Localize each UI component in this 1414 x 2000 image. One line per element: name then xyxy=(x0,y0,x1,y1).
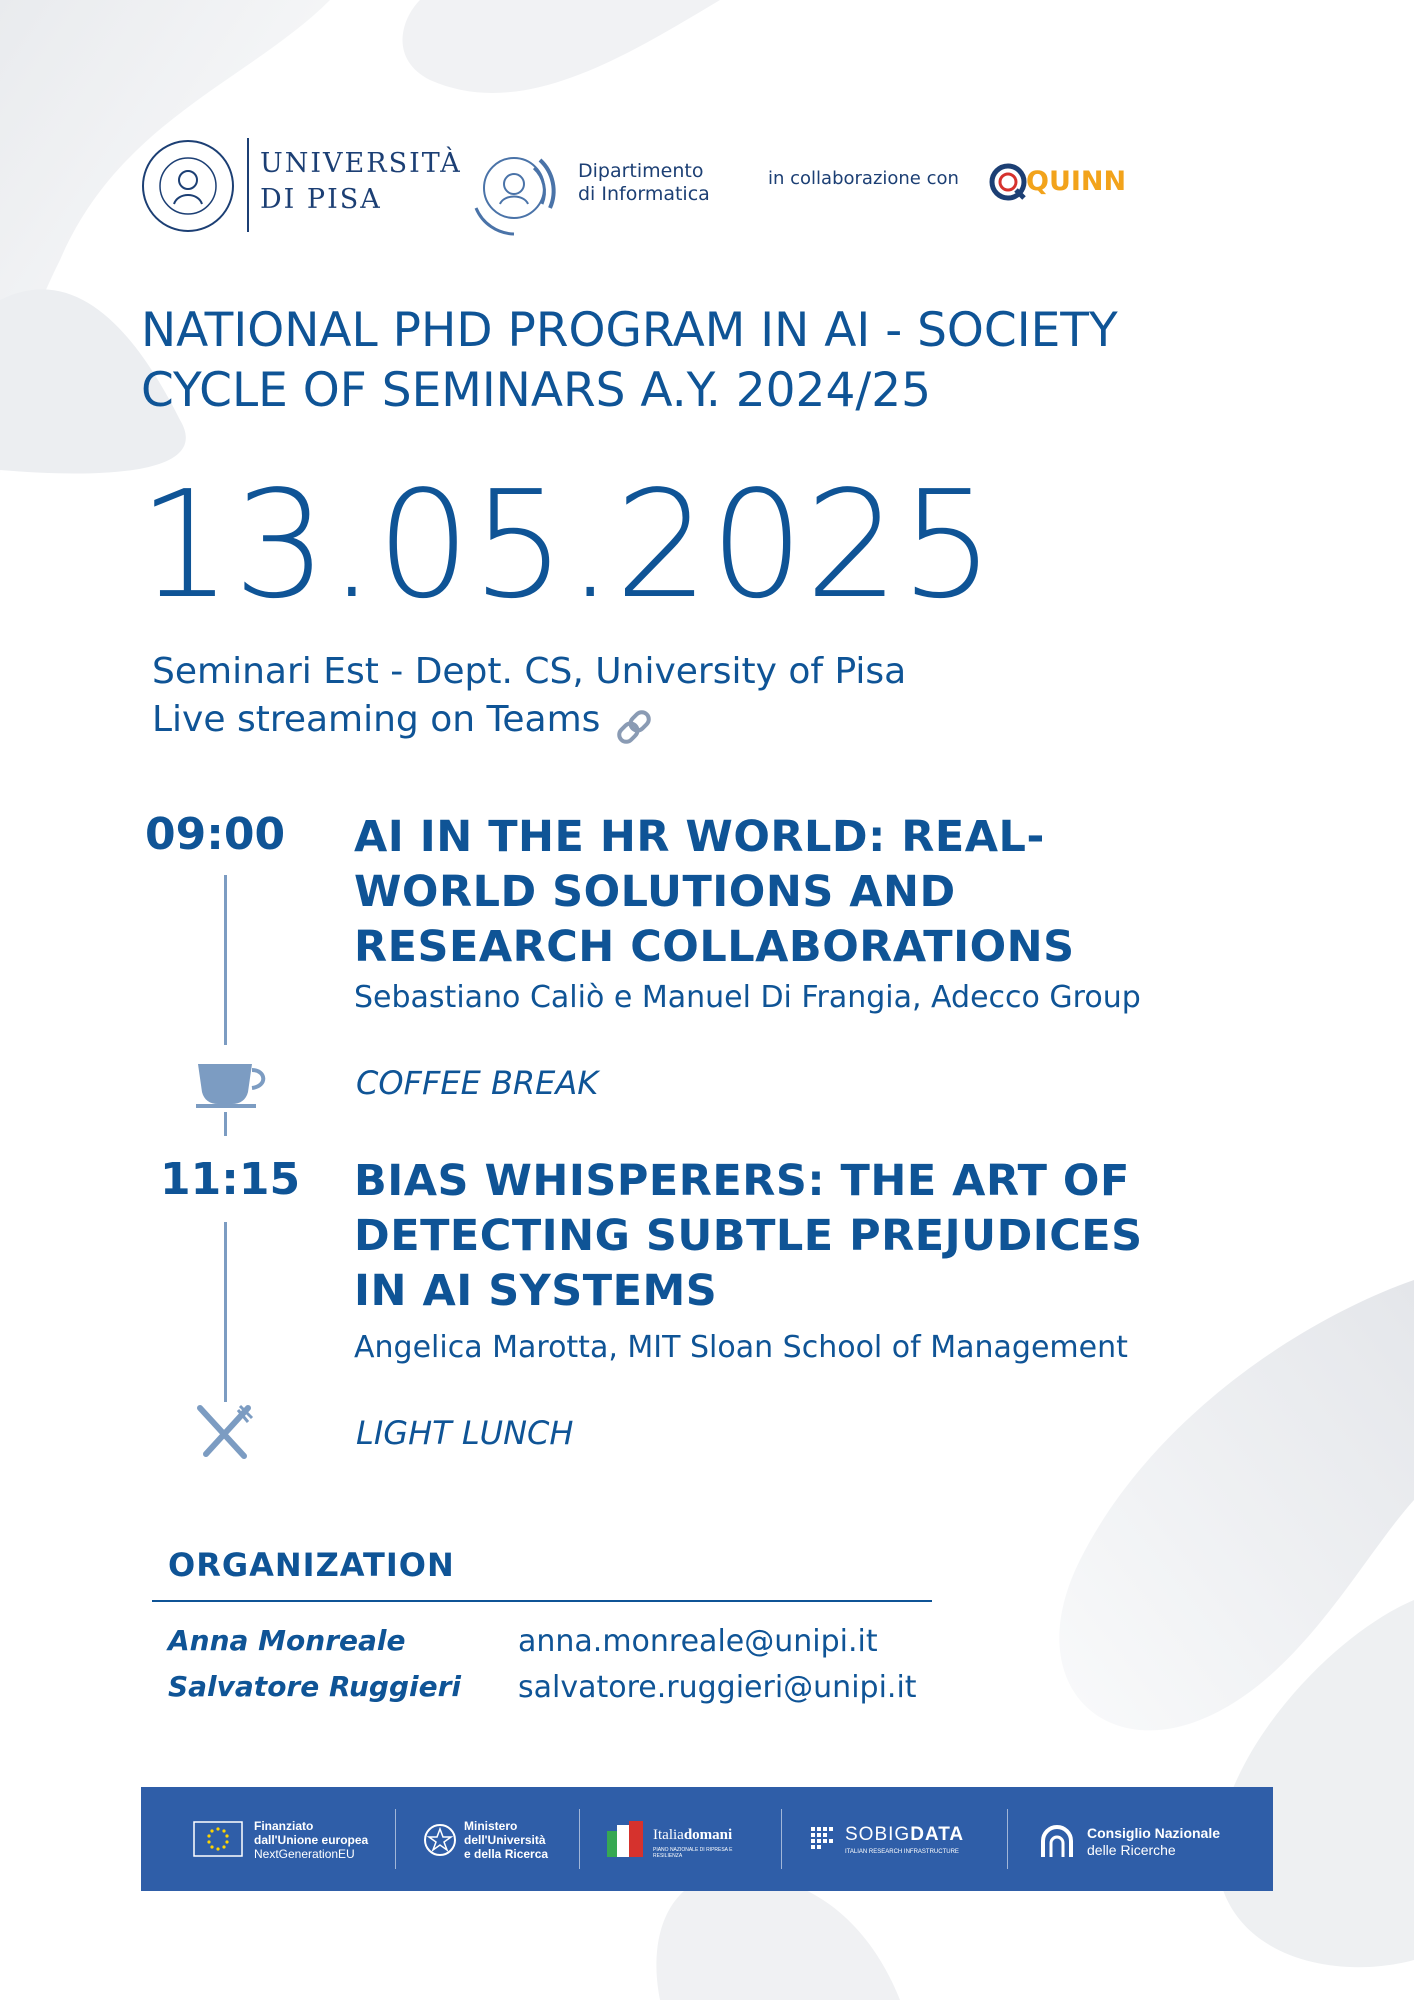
session-1-speaker: Sebastiano Caliò e Manuel Di Frangia, Adecco Group xyxy=(354,980,1141,1015)
eu-funding-text xyxy=(254,1819,368,1861)
partner-logo xyxy=(988,160,1127,206)
sobig-name-a: SOBIG xyxy=(845,1824,911,1845)
organizer-1-email[interactable]: anna.monreale@unipi.it xyxy=(518,1624,878,1659)
partner-logo-mark-icon xyxy=(988,162,1028,202)
session-2-title-line1: BIAS WHISPERERS: THE ART OF xyxy=(354,1156,1130,1206)
cnr-logo-icon xyxy=(1037,1823,1077,1859)
organizer-2-email[interactable]: salvatore.ruggieri@unipi.it xyxy=(518,1670,917,1705)
session-1-title-line1: AI IN THE HR WORLD: REAL- xyxy=(354,812,1045,862)
coffee-cup-icon xyxy=(196,1060,272,1110)
department-name-line1: Dipartimento xyxy=(578,160,704,182)
university-seal-divider xyxy=(247,138,249,232)
university-logo xyxy=(140,138,462,234)
sobig-name-b: DATA xyxy=(910,1824,965,1845)
university-name-line1: UNIVERSITÀ xyxy=(260,148,462,179)
timeline-line-1b xyxy=(224,1112,227,1136)
eu-line3: NextGenerationEU xyxy=(254,1847,355,1861)
italia-name-a: Italia xyxy=(653,1827,684,1843)
link-icon xyxy=(612,705,656,749)
ministry-emblem-icon xyxy=(423,1823,457,1857)
eu-line2: dall'Unione europea xyxy=(254,1833,369,1847)
partner-logo-text: QUINN xyxy=(1026,166,1127,197)
program-title: NATIONAL PHD PROGRAM IN AI - SOCIETY xyxy=(141,303,1118,358)
university-name-line2: DI PISA xyxy=(260,184,382,215)
sobigdata-sub: ITALIAN RESEARCH INFRASTRUCTURE xyxy=(845,1849,959,1855)
event-date: 13.05.2025 xyxy=(138,459,996,631)
organization-heading: ORGANIZATION xyxy=(168,1546,455,1584)
organizer-1-name: Anna Monreale xyxy=(168,1624,406,1657)
organizer-2-name: Salvatore Ruggieri xyxy=(168,1670,462,1703)
session-2-time: 11:15 xyxy=(160,1154,301,1205)
footer-divider-2 xyxy=(579,1809,580,1869)
cnr-text xyxy=(1087,1825,1220,1859)
cnr-line1: Consiglio Nazionale xyxy=(1087,1825,1221,1841)
eu-flag-icon xyxy=(193,1821,243,1857)
mur-line1: Ministero xyxy=(464,1819,518,1833)
timeline-line-2 xyxy=(224,1222,227,1402)
timeline-line-1 xyxy=(224,875,227,1045)
fork-knife-icon xyxy=(194,1404,256,1462)
footer-divider-1 xyxy=(395,1809,396,1869)
footer-divider-3 xyxy=(781,1809,782,1869)
cycle-title: CYCLE OF SEMINARS A.Y. 2024/25 xyxy=(141,363,932,418)
collaboration-label: in collaborazione con xyxy=(768,168,959,189)
light-lunch-label: LIGHT LUNCH xyxy=(356,1414,574,1452)
session-2-title-line3: IN AI SYSTEMS xyxy=(354,1266,718,1316)
streaming-text[interactable]: Live streaming on Teams xyxy=(152,699,601,740)
cnr-line2: delle Ricerche xyxy=(1087,1842,1176,1858)
footer-divider-4 xyxy=(1007,1809,1008,1869)
sobigdata-text xyxy=(845,1825,964,1845)
ministry-text xyxy=(464,1819,548,1861)
session-1-title-line2: WORLD SOLUTIONS AND xyxy=(354,867,956,917)
department-logo xyxy=(470,138,730,248)
department-name-line2: di Informatica xyxy=(578,183,710,205)
sobigdata-grid-icon xyxy=(811,1827,839,1851)
coffee-break-label: COFFEE BREAK xyxy=(356,1064,599,1102)
event-venue: Seminari Est - Dept. CS, University of Pisa xyxy=(152,651,907,692)
eu-line1: Finanziato xyxy=(254,1819,314,1833)
session-2-speaker: Angelica Marotta, MIT Sloan School of Management xyxy=(354,1330,1128,1365)
department-seal-icon xyxy=(470,138,562,246)
university-seal-icon xyxy=(140,138,236,234)
italia-domani-text xyxy=(653,1827,732,1843)
mur-line3: e della Ricerca xyxy=(464,1847,549,1861)
session-1-time: 09:00 xyxy=(145,809,286,860)
streaming-link[interactable] xyxy=(152,696,656,744)
mur-line2: dell'Università xyxy=(464,1833,546,1847)
funding-footer xyxy=(141,1787,1273,1891)
session-2-title-line2: DETECTING SUBTLE PREJUDICES xyxy=(354,1211,1143,1261)
italia-domani-sub: PIANO NAZIONALE DI RIPRESA E RESILIENZA xyxy=(653,1847,733,1859)
organization-divider xyxy=(152,1600,932,1602)
italia-domani-icon xyxy=(603,1817,647,1861)
italia-name-b: domani xyxy=(683,1827,733,1843)
session-1-title-line3: RESEARCH COLLABORATIONS xyxy=(354,922,1075,972)
